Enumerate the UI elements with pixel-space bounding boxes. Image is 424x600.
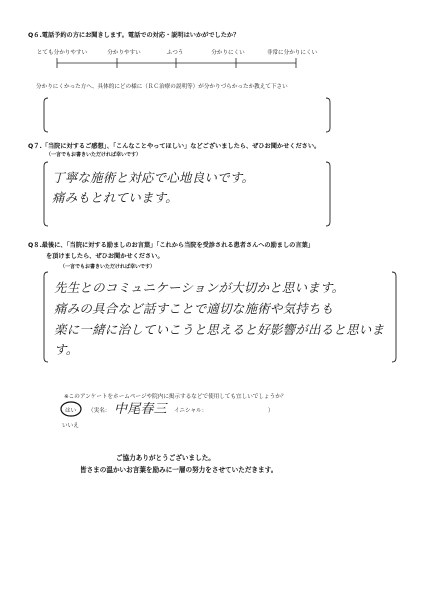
q6-answer-box[interactable] (50, 100, 324, 130)
q8-answer-box[interactable] (50, 274, 390, 360)
q8-answer-line-2: 痛みの具合など話すことで適切な施術や気持ちも (54, 301, 334, 316)
q8-note: （一言でもお書きいただければ幸いです） (60, 264, 156, 270)
q6-title: Q６.電話予約の方にお聞きします。電話での対応・説明はいかがでしたか？ (28, 32, 240, 39)
consent-yes-option[interactable]: はい (65, 408, 77, 414)
q7-answer-line-2: 痛みもとれています。 (52, 190, 179, 205)
closing-message: 皆さまの温かいお言葉を励みに一層の努力をさせていただきます。 (80, 466, 278, 474)
scale-label-normal: ふつう (166, 50, 184, 56)
q6-followup: 分かりにくかった方へ、具体的にどの様に（ＲＣ治療の説明等）が分かりづらかったか教えて下さい (36, 84, 288, 90)
q7-title: Q７.「当院に対するご感想」、「こんなことやってほしい」などございましたら、ぜひお聞かせください。 (28, 143, 321, 150)
scale-label-very-clear: とても分かりやすい (36, 50, 88, 56)
q8-answer-line-4: す。 (54, 342, 79, 357)
consent-question: ※このアンケートをホームページや院内に掲示するなどで使用しても宜しいでしょうか？ (64, 394, 287, 400)
q8-title: Q８.最後に、「当院に対する励ましのお言葉」「これから当院を受診される患者さんへの励ましの言葉」 (28, 242, 314, 249)
q8-answer-line-3: 楽に一緒に治していこうと思えると好影響が出ると思いま (54, 322, 385, 337)
scale-label-clear: 分かりやすい (107, 50, 141, 56)
realname-label: （実名： (88, 408, 111, 414)
consent-no-option[interactable]: いいえ (62, 423, 79, 429)
realname-signature[interactable]: 中尾春三 (114, 402, 167, 417)
q7-answer-box[interactable] (50, 164, 324, 224)
q8-title-continued: を頂けましたら、ぜひお聞かせください。 (46, 253, 164, 260)
q8-answer-line-1: 先生とのコミュニケーションが大切かと思います。 (54, 280, 345, 295)
scale-label-unclear: 分かりにくい (211, 50, 245, 56)
q7-answer-line-1: 丁寧な施術と対応で心地良いです。 (52, 170, 255, 185)
closing-thanks: ご協力ありがとうございました。 (116, 454, 215, 462)
q7-note: （一言でもお書きいただければ幸いです） (46, 152, 142, 158)
initial-label: イニシャル： (174, 408, 208, 414)
scale-label-very-unclear: 非常に分かりにくい (266, 50, 318, 56)
initial-close-paren: ） (268, 408, 274, 414)
